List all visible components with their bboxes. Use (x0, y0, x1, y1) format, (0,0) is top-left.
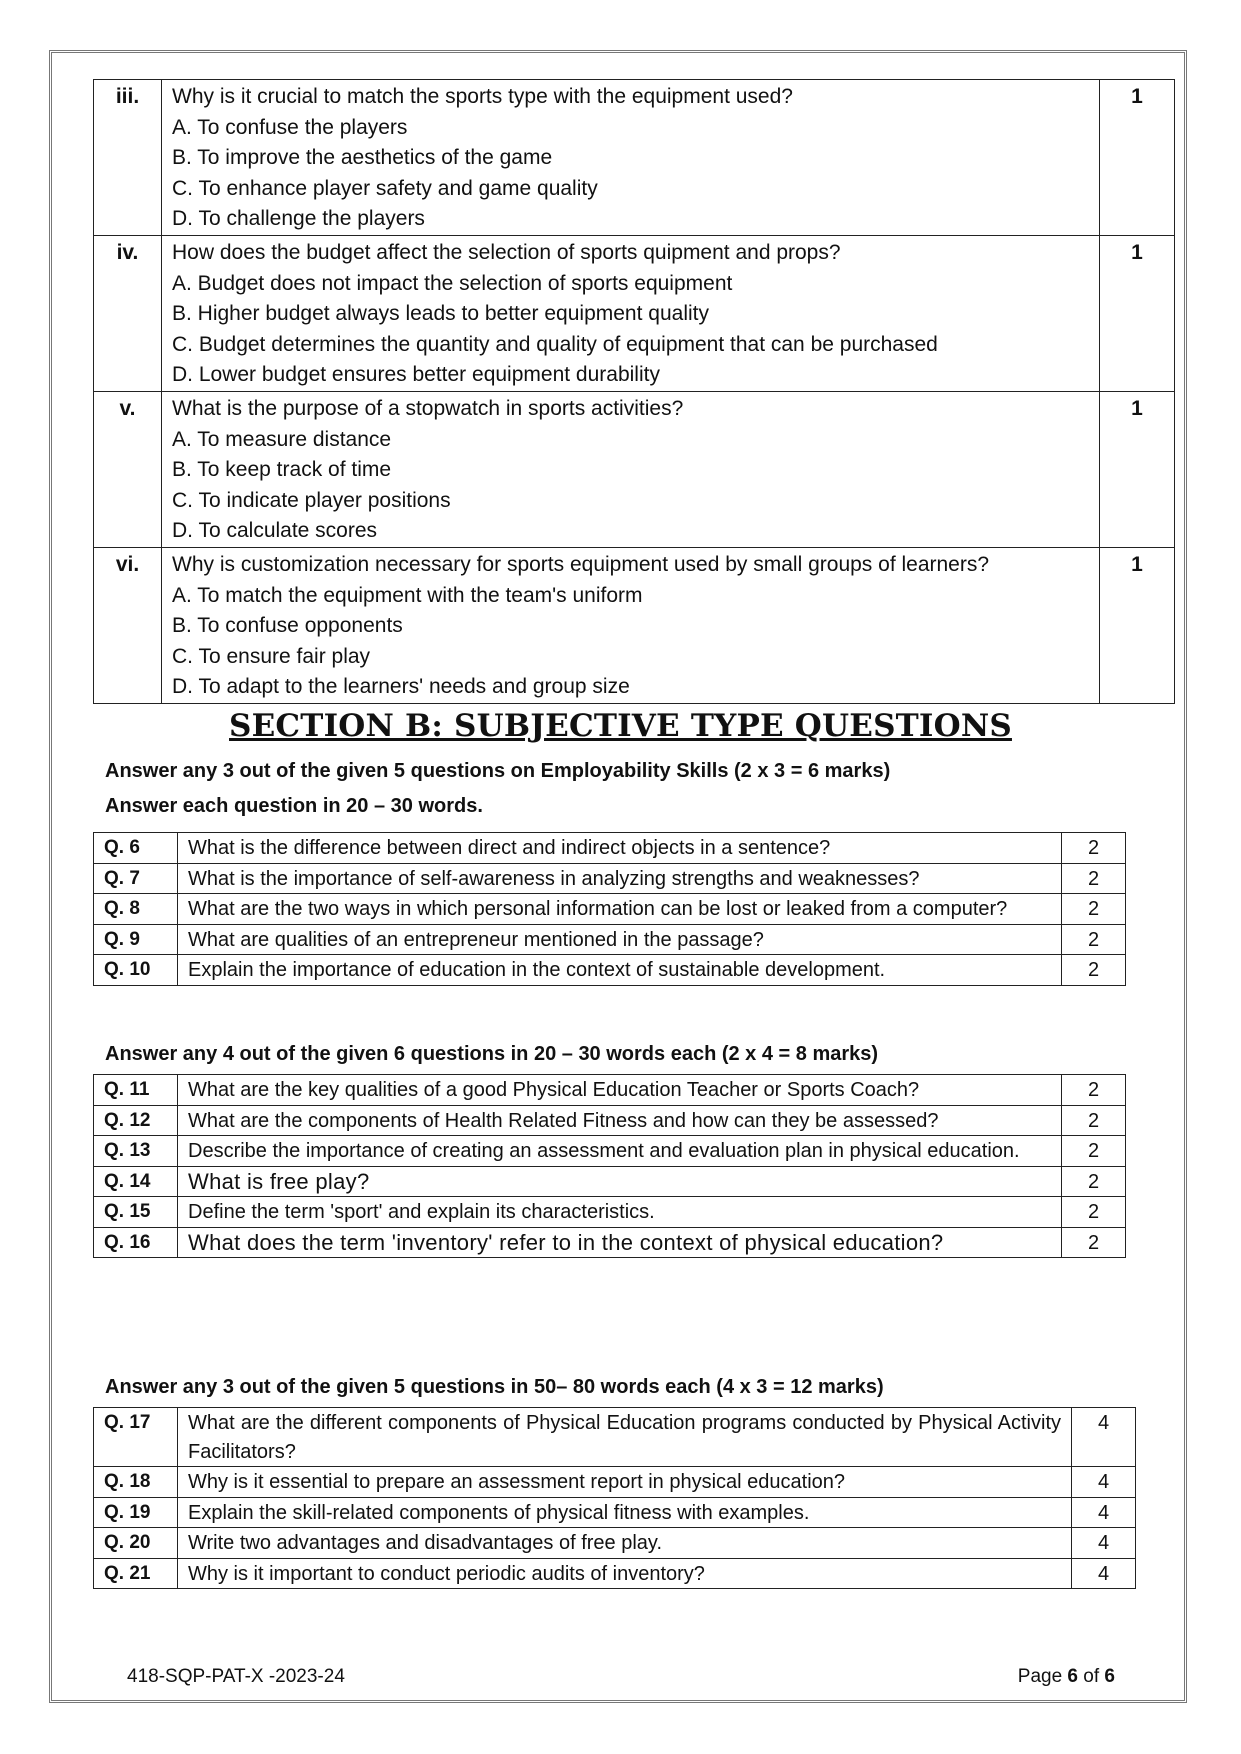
table-row (94, 1105, 1126, 1136)
table-row (94, 1497, 1136, 1528)
marks: 2 (1062, 894, 1126, 925)
question-text: Why is customization necessary for sports equipment used by small groups of learners? (172, 552, 990, 576)
question-number: Q. 18 (94, 1467, 178, 1498)
marks: 4 (1072, 1528, 1136, 1559)
question-text: What are the key qualities of a good Physical Education Teacher or Sports Coach? (178, 1075, 1062, 1106)
table-row (94, 894, 1126, 925)
mcq-table (93, 79, 1175, 704)
question-text: Define the term 'sport' and explain its characteristics. (178, 1197, 1062, 1228)
question-number: Q. 17 (94, 1408, 178, 1467)
question-number: Q. 11 (94, 1075, 178, 1106)
page-label: Page (1017, 1666, 1063, 1687)
marks: 2 (1062, 863, 1126, 894)
page-of-label: of (1083, 1666, 1100, 1687)
marks: 4 (1072, 1408, 1136, 1467)
question-number: vi. (94, 547, 162, 703)
table-row (94, 1136, 1126, 1167)
question-text: What is the difference between direct and indirect objects in a sentence? (178, 833, 1062, 864)
section-title: SECTION B: SUBJECTIVE TYPE QUESTIONS (229, 708, 1012, 744)
document-code: 418-SQP-PAT-X -2023-24 (127, 1666, 345, 1687)
table-row (94, 235, 1175, 391)
marks: 4 (1072, 1467, 1136, 1498)
question-text: Explain the importance of education in the context of sustainable development. (178, 955, 1062, 986)
question-text: What are the two ways in which personal information can be lost or leaked from a computer? (178, 894, 1062, 925)
instruction-long-answers: Answer any 3 out of the given 5 questions in 50– 80 words each (4 x 3 = 12 marks) (105, 1376, 884, 1398)
marks: 2 (1062, 1166, 1126, 1197)
question-number: Q. 19 (94, 1497, 178, 1528)
marks: 4 (1072, 1497, 1136, 1528)
marks: 1 (1100, 235, 1175, 391)
instruction-employability: Answer any 3 out of the given 5 questions on Employability Skills (2 x 3 = 6 marks) (105, 760, 891, 782)
question-number: Q. 15 (94, 1197, 178, 1228)
question-text: How does the budget affect the selection of sports quipment and props? (172, 240, 841, 264)
table-row (94, 955, 1126, 986)
question-text: What are the components of Health Related Fitness and how can they be assessed? (178, 1105, 1062, 1136)
table-row (94, 391, 1175, 547)
option-a: A. To measure distance (172, 427, 392, 451)
table-row (94, 924, 1126, 955)
question-text: Why is it important to conduct periodic audits of inventory? (178, 1558, 1072, 1589)
long-answer-questions-table (93, 1407, 1136, 1589)
option-d: D. To calculate scores (172, 519, 378, 543)
marks: 1 (1100, 391, 1175, 547)
question-number: Q. 14 (94, 1166, 178, 1197)
option-b: B. To confuse opponents (172, 614, 403, 638)
employability-questions-table (93, 832, 1126, 986)
question-cell (162, 80, 1100, 236)
option-b: B. To improve the aesthetics of the game (172, 146, 553, 170)
question-text: What is the importance of self-awareness in analyzing strengths and weaknesses? (178, 863, 1062, 894)
option-b: B. To keep track of time (172, 458, 392, 482)
question-number: Q. 16 (94, 1227, 178, 1258)
marks: 2 (1062, 955, 1126, 986)
table-row (94, 863, 1126, 894)
question-text: What is free play? (178, 1166, 1062, 1197)
instruction-word-limit: Answer each question in 20 – 30 words. (105, 795, 483, 817)
question-text: Write two advantages and disadvantages of free play. (178, 1528, 1072, 1559)
question-text: What are qualities of an entrepreneur mentioned in the passage? (178, 924, 1062, 955)
question-cell (162, 391, 1100, 547)
option-c: C. To indicate player positions (172, 488, 451, 512)
marks: 1 (1100, 547, 1175, 703)
table-row (94, 1558, 1136, 1589)
question-number: Q. 10 (94, 955, 178, 986)
question-number: v. (94, 391, 162, 547)
marks: 1 (1100, 80, 1175, 236)
option-a: A. To confuse the players (172, 115, 408, 139)
question-number: iii. (94, 80, 162, 236)
table-row (94, 1528, 1136, 1559)
marks: 4 (1072, 1558, 1136, 1589)
page-current: 6 (1067, 1666, 1078, 1687)
question-text: What does the term 'inventory' refer to in the context of physical education? (178, 1227, 1062, 1258)
marks: 2 (1062, 1227, 1126, 1258)
short-answer-questions-table (93, 1074, 1126, 1258)
marks: 2 (1062, 1075, 1126, 1106)
option-d: D. To adapt to the learners' needs and group size (172, 675, 630, 699)
table-row (94, 547, 1175, 703)
question-cell (162, 547, 1100, 703)
table-row (94, 1467, 1136, 1498)
question-text: Explain the skill-related components of physical fitness with examples. (178, 1497, 1072, 1528)
question-text: Why is it crucial to match the sports type with the equipment used? (172, 85, 793, 108)
page-total: 6 (1104, 1666, 1115, 1687)
question-text: Describe the importance of creating an assessment and evaluation plan in physical education. (178, 1136, 1062, 1167)
instruction-short-answers: Answer any 4 out of the given 6 questions in 20 – 30 words each (2 x 4 = 8 marks) (105, 1043, 879, 1065)
option-a: A. Budget does not impact the selection of sports equipment (172, 271, 733, 295)
question-text: What are the different components of Physical Education programs conducted by Physical Activity Facilitators? (178, 1408, 1072, 1467)
table-row (94, 1408, 1136, 1467)
question-text: Why is it essential to prepare an assessment report in physical education? (178, 1467, 1072, 1498)
marks: 2 (1062, 1197, 1126, 1228)
table-row (94, 1075, 1126, 1106)
marks: 2 (1062, 833, 1126, 864)
marks: 2 (1062, 924, 1126, 955)
question-number: Q. 20 (94, 1528, 178, 1559)
option-d: D. Lower budget ensures better equipment durability (172, 363, 660, 387)
table-row (94, 833, 1126, 864)
question-number: Q. 12 (94, 1105, 178, 1136)
question-number: Q. 9 (94, 924, 178, 955)
question-number: Q. 6 (94, 833, 178, 864)
option-c: C. To ensure fair play (172, 644, 371, 668)
question-number: Q. 21 (94, 1558, 178, 1589)
table-row (94, 1166, 1126, 1197)
question-number: Q. 7 (94, 863, 178, 894)
option-c: C. Budget determines the quantity and quality of equipment that can be purchased (172, 332, 938, 356)
question-number: Q. 13 (94, 1136, 178, 1167)
option-c: C. To enhance player safety and game quality (172, 176, 598, 200)
question-number: iv. (94, 235, 162, 391)
option-d: D. To challenge the players (172, 207, 425, 231)
table-row (94, 1227, 1126, 1258)
question-number: Q. 8 (94, 894, 178, 925)
table-row (94, 80, 1175, 236)
question-cell (162, 235, 1100, 391)
marks: 2 (1062, 1136, 1126, 1167)
marks: 2 (1062, 1105, 1126, 1136)
question-text: What is the purpose of a stopwatch in sports activities? (172, 396, 684, 420)
page-number (1018, 1666, 1115, 1688)
table-row (94, 1197, 1126, 1228)
option-a: A. To match the equipment with the team's uniform (172, 583, 643, 607)
option-b: B. Higher budget always leads to better equipment quality (172, 302, 709, 326)
